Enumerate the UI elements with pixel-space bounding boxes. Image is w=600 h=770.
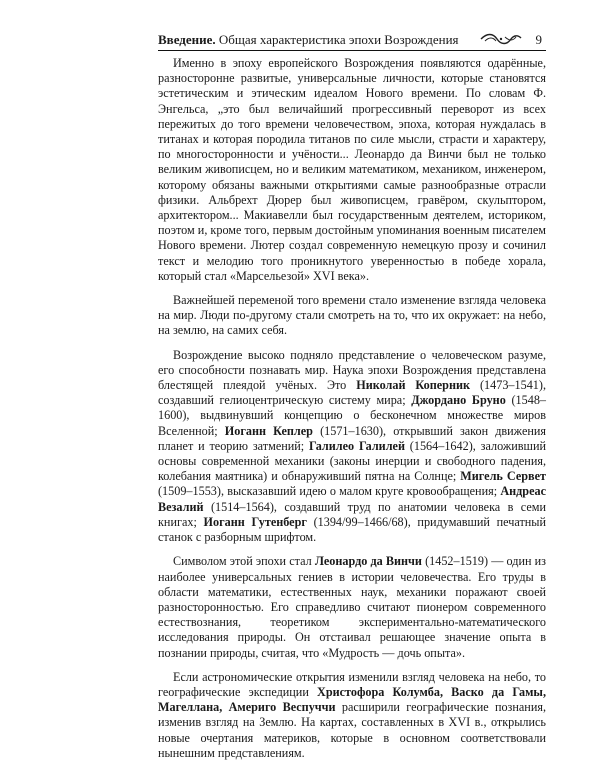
header-title-bold: Введение. xyxy=(158,32,216,47)
text-run: (1564–1642), заложивший основы современной механики (законы инерции и свободного падения, колебания маятника) и обнаруживший пятна на Солнце; xyxy=(158,438,546,484)
scientist-name: Николай Коперник xyxy=(356,378,471,393)
text-run: расширили географические познания, изменив взгляд на Землю. На картах, составленных в XVI в., открылись новые очертания материков, которые в основном соответствовали нынешним представлениям. xyxy=(158,700,546,760)
scientist-name: Иоганн Гутенберг xyxy=(203,514,307,529)
header-rule xyxy=(158,50,546,51)
text-run: (1514–1564), создавший труд по анатомии человека в семи книгах; xyxy=(158,499,546,529)
text-run: Символом этой эпохи стал xyxy=(173,554,315,569)
running-header xyxy=(158,31,546,49)
scientist-name: Христофора Колумба, Васко да Гамы, Магеллана, Америго Веспуччи xyxy=(158,684,546,715)
body-text xyxy=(158,56,546,770)
paragraph xyxy=(158,554,546,660)
text-run: (1548–1600), выдвинувший концепцию о бесконечном множестве миров Вселенной; xyxy=(158,393,547,438)
scientist-name: Андреас Везалий xyxy=(158,484,546,514)
flourish-ornament-icon xyxy=(479,32,523,46)
text-run: Возрождение высоко подняло представление о человеческом разуме, его способности познавать мир. Наука эпохи Возрождения представлена блестящей плеядой учёных. Это xyxy=(158,347,546,393)
paragraph xyxy=(158,670,546,761)
text-run: (1571–1630), открывший закон движения планет и теорию затмений; xyxy=(158,423,547,453)
paragraph xyxy=(158,56,546,284)
scientist-name: Джордано Бруно xyxy=(411,393,506,408)
paragraph xyxy=(158,348,546,546)
scientist-name: Иоганн Кеплер xyxy=(224,423,313,438)
text-run: Если астрономические открытия изменили взгляд человека на небо, то географические экспедиции xyxy=(158,669,546,699)
scientist-name: Галилео Галилей xyxy=(309,438,405,453)
text-run: (1394/99–1466/68), придумавший печатный станок с разборным шрифтом. xyxy=(158,514,547,545)
text-run: (1473–1541), создавший гелиоцентрическую систему мира; xyxy=(158,378,546,408)
page-number: 9 xyxy=(535,32,542,47)
scientist-name: Мигель Сервет xyxy=(460,469,546,484)
text-run: Именно в эпоху европейского Возрождения появляются одарённые, разносторонне развитые, универсальные личности, которые становятся эстетическим и этическим идеалом Нового времени. По словам Ф. Энгельса, „это был величайший прогрессивный переворот из всех пережитых до того времени человечеством, эпоха, которая нуждалась в титанах и которая породила титанов по силе мысли, страсти и характеру, по многосторонности и учёности... Леонардо да Винчи был не только великим живописцем, но и великим математиком, механиком, инженером, которому обязаны важными открытиями самые разнообразные отрасли физики. Альбрехт Дюрер был живописцем, гравёром, скульптором, архитектором... Макиавелли был государственным деятелем, историком, поэтом и, кроме того, первым достойным упоминания военным писателем Нового времени. Лютер создал современную немецкую прозу и сочинил текст и мелодию того проникнутого уверенностью в победе хорала, который стал «Марсельезой» XVI века». xyxy=(158,56,546,283)
text-run: (1509–1553), высказавший идею о малом круге кровообращения; xyxy=(158,484,501,499)
scientist-name: Леонардо да Винчи xyxy=(314,554,422,569)
text-run: Важнейшей переменой того времени стало изменение взгляда человека на мир. Люди по-другому стали смотреть на то, что их окружает: на небо, на землю, на самих себя. xyxy=(158,293,546,338)
header-title: Общая характеристика эпохи Возрождения xyxy=(218,32,459,47)
text-run: (1452–1519) — один из наиболее универсальных гениев в истории человечества. Его труды в области математики, естественных наук, механики поражают своей разносторонностью. Его справедливо считают пионером современного естествознания, теоретиком экспериментально-математического исследования природы. Он отстаивал решающее значение опыта в познании природы, считая, что «Мудрость — дочь опыта». xyxy=(158,554,546,660)
paragraph xyxy=(158,293,546,339)
